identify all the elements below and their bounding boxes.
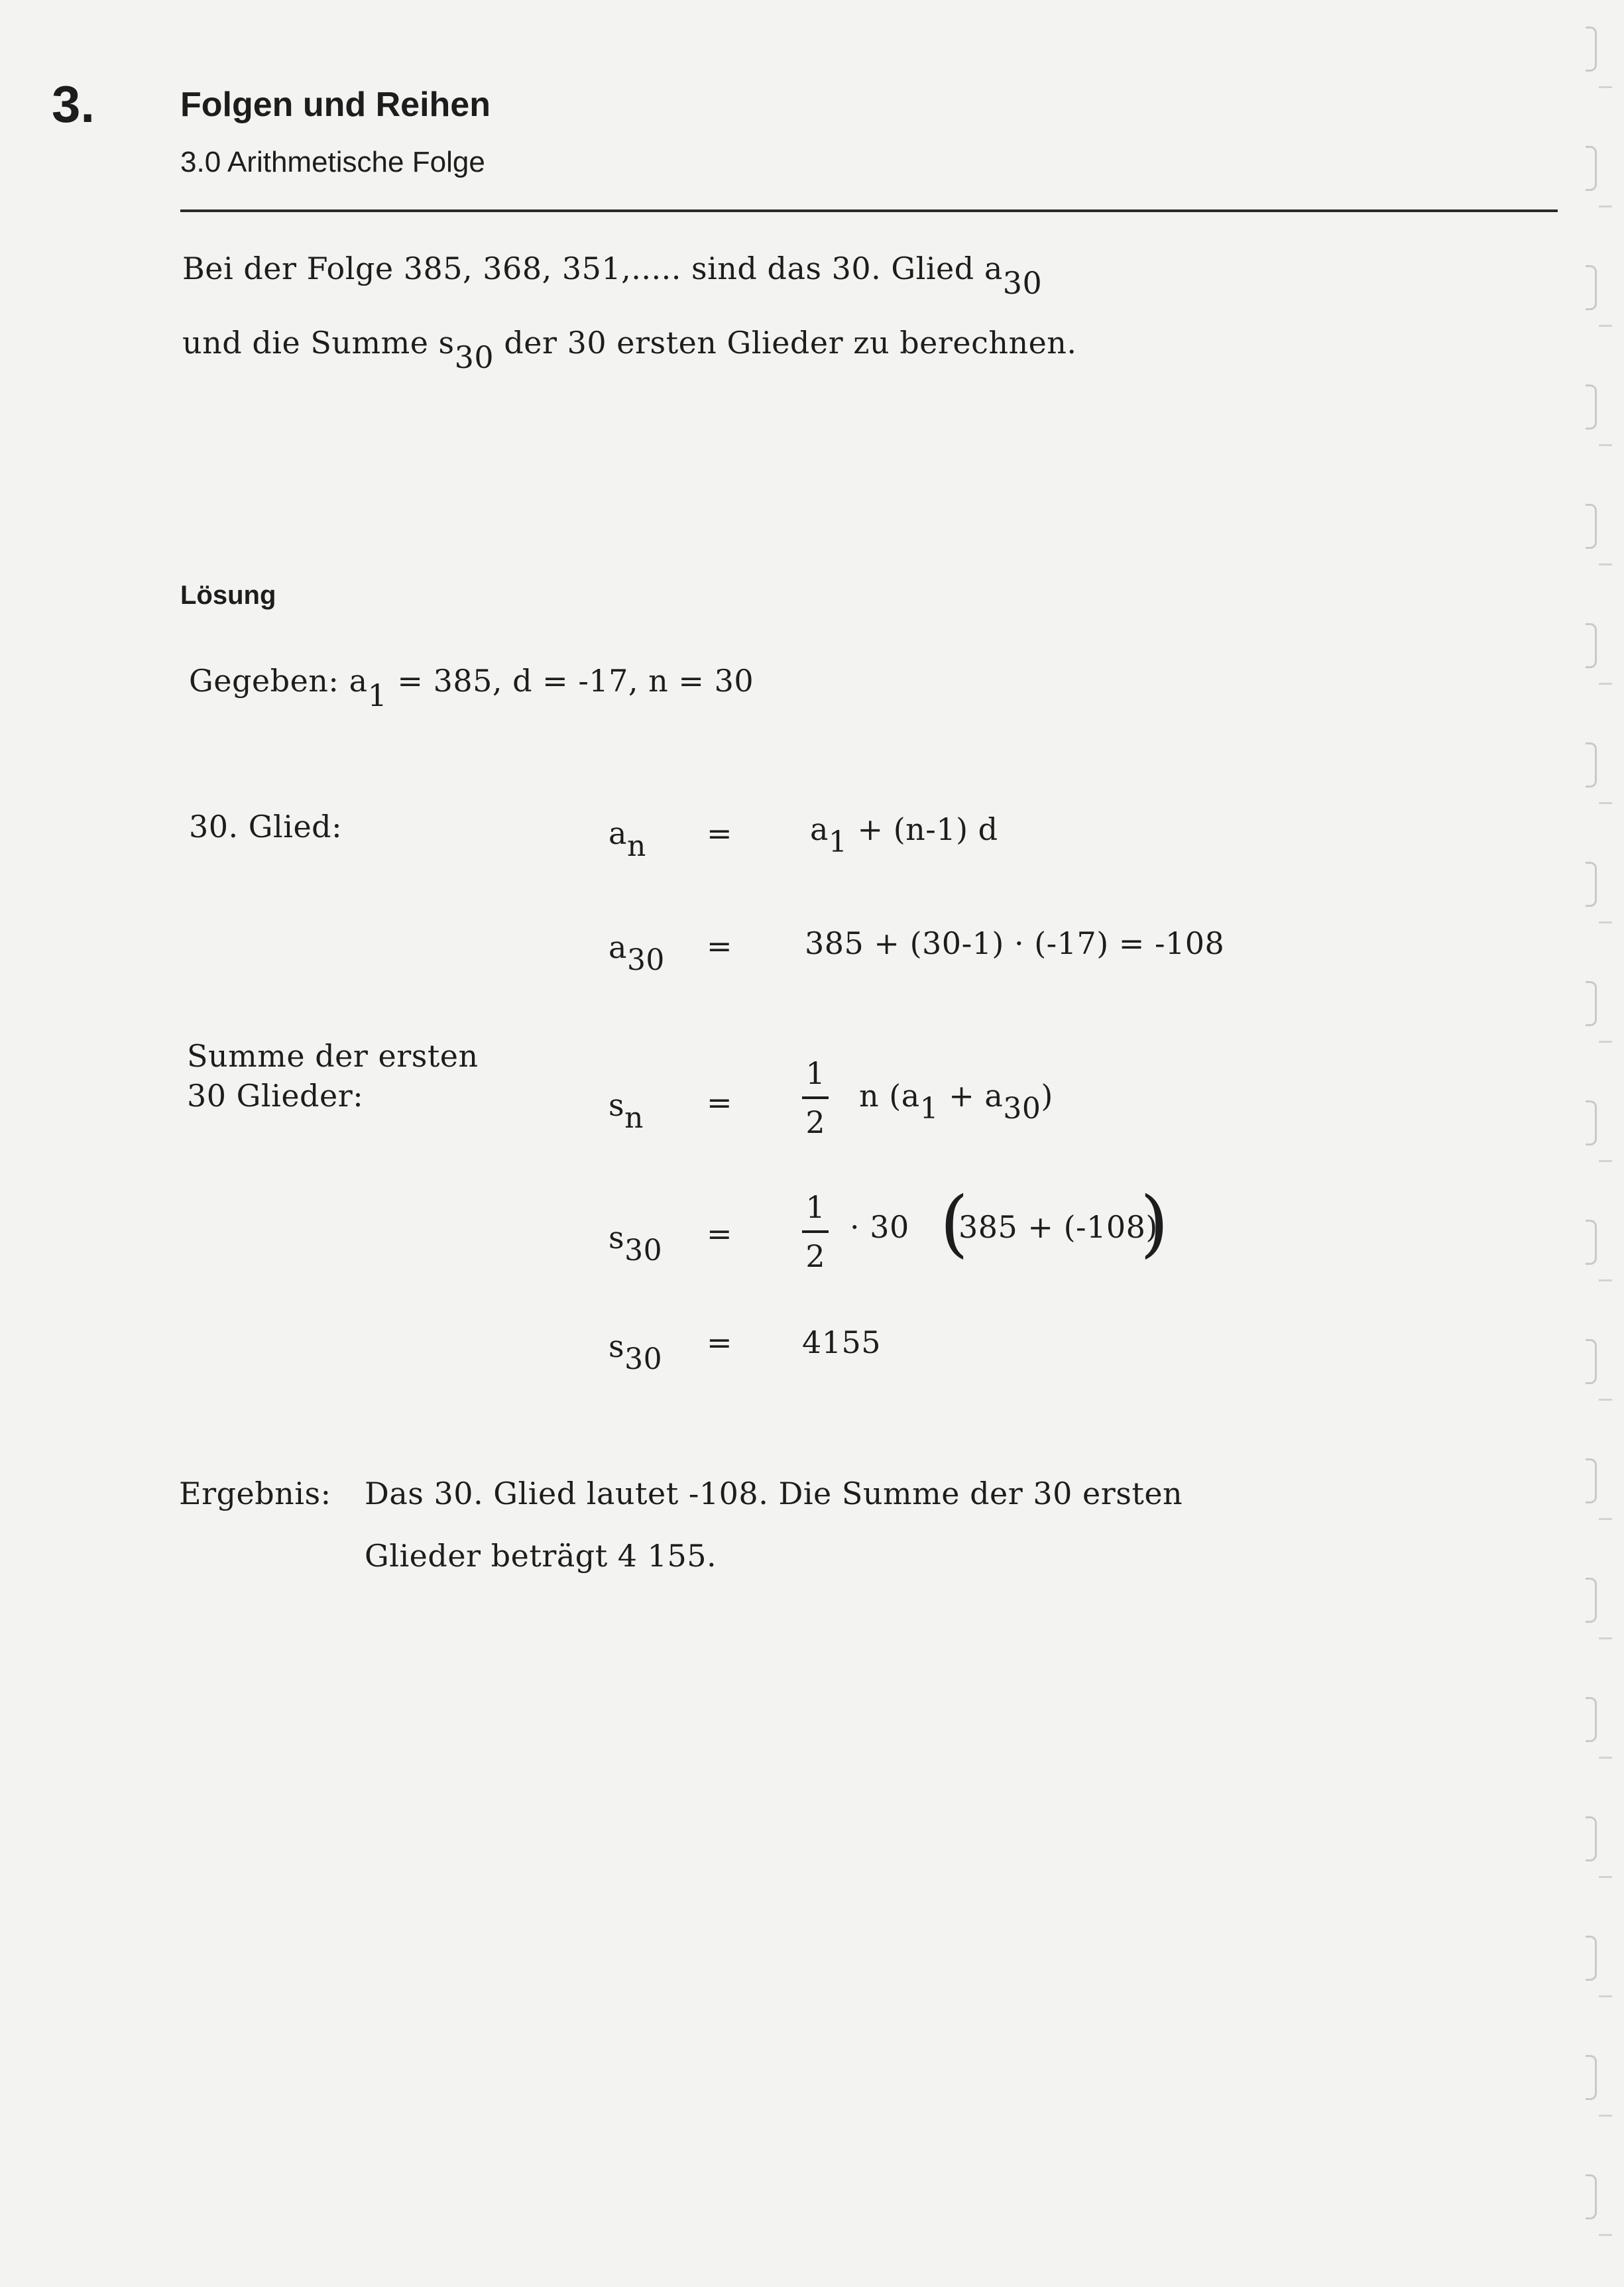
eq4-frac-bar [802,1230,829,1233]
eq2-lhs-var: a [609,929,627,965]
binding-ring-mark [1586,504,1597,549]
eq3-lhs [609,1087,644,1135]
binding-ring-tick [1599,1399,1612,1401]
eq3-rhs-sub1: 1 [919,1092,939,1126]
binding-ring-tick [1599,1637,1612,1639]
binding-ring-mark [1586,742,1597,788]
eq4-equals: = [707,1216,733,1252]
eq4-fraction [801,1189,830,1274]
eq1-lhs-var: a [609,815,627,851]
solution-heading: Lösung [180,581,276,610]
eq2-rhs: 385 + (30-1) · (-17) = -108 [805,925,1225,961]
binding-ring-tick [1599,444,1612,446]
binding-ring-tick [1599,1876,1612,1878]
eq3-frac-den: 2 [805,1104,825,1140]
binding-ring-mark [1586,146,1597,191]
binding-ring-tick [1599,1279,1612,1281]
eq4-frac-den: 2 [805,1238,825,1274]
binding-ring-tick [1599,86,1612,88]
eq3-fraction [801,1055,830,1140]
sum-label-2: 30 Glieder: [187,1078,364,1114]
binding-ring-mark [1586,2055,1597,2100]
eq3-rhs-a: n (a [859,1078,920,1114]
result-line-2: Glieder beträgt 4 155. [365,1538,717,1574]
binding-ring-tick [1599,1518,1612,1520]
binding-ring-mark [1586,981,1597,1026]
eq1-rhs-sub: 1 [828,825,848,859]
binding-ring-tick [1599,325,1612,327]
eq4-frac-num: 1 [805,1189,825,1225]
eq3-lhs-sub: n [624,1101,644,1135]
given-label: Gegeben: [189,663,339,699]
given-rest: = 385, d = -17, n = 30 [387,663,754,699]
eq3-rhs-c: ) [1041,1078,1053,1114]
glied-label: 30. Glied: [189,809,343,845]
eq1-rhs-var: a [810,811,829,847]
header-rule [180,209,1558,212]
problem-line-1-text: Bei der Folge 385, 368, 351,..... sind das 30. Glied a [182,251,1003,286]
eq5-rhs: 4155 [802,1324,882,1360]
eq4-rhs-b: 385 + (-108) [958,1209,1158,1245]
result-line-1: Das 30. Glied lautet -108. Die Summe der 30 ersten [365,1476,1183,1511]
eq3-rhs-sub2: 30 [1003,1092,1041,1126]
eq4-left-paren: ( [940,1181,968,1265]
eq3-rhs-b: + a [939,1078,1004,1114]
problem-line-1 [182,251,1043,301]
given-a: a [349,663,368,699]
eq1-lhs-sub: n [626,829,646,863]
eq5-lhs-var: s [609,1328,625,1364]
binding-ring-tick [1599,683,1612,685]
eq4-lhs-var: s [609,1220,625,1256]
eq4-rhs-a: · 30 [850,1209,909,1245]
given-a-sub: 1 [367,677,388,713]
binding-ring-mark [1586,862,1597,907]
binding-ring-tick [1599,205,1612,207]
problem-line-2 [182,325,1077,375]
binding-ring-mark [1586,265,1597,310]
binding-ring-mark [1586,1578,1597,1623]
binding-ring-mark [1586,384,1597,430]
binding-ring-tick [1599,1160,1612,1162]
eq2-lhs [609,929,665,977]
binding-ring-tick [1599,921,1612,923]
problem-line-1-sub: 30 [1002,265,1043,301]
problem-line-2-b: der 30 ersten Glieder zu berechnen. [494,325,1077,361]
sum-label-1: Summe der ersten [187,1038,479,1074]
eq2-lhs-sub: 30 [626,943,665,977]
eq3-frac-num: 1 [805,1055,825,1091]
eq2-equals: = [707,928,733,964]
chapter-title: Folgen und Reihen [180,86,491,124]
section-title: 3.0 Arithmetische Folge [180,146,485,178]
given-line [189,663,754,713]
binding-ring-tick [1599,2234,1612,2236]
problem-line-2-sub: 30 [454,339,494,375]
binding-ring-tick [1599,1757,1612,1759]
eq3-lhs-var: s [609,1087,625,1123]
binding-ring-tick [1599,2115,1612,2117]
eq1-equals: = [707,815,733,851]
binding-ring-mark [1586,1100,1597,1145]
eq1-rhs-rest: + (n-1) d [847,811,998,847]
problem-line-2-a: und die Summe s [182,325,455,361]
binding-ring-mark [1586,1697,1597,1742]
binding-ring-tick [1599,1041,1612,1043]
chapter-number: 3. [52,75,95,133]
binding-ring-tick [1599,802,1612,804]
eq1-rhs [810,811,998,859]
result-label: Ergebnis: [179,1476,331,1511]
binding-ring-tick [1599,563,1612,565]
binding-ring-mark [1586,1339,1597,1384]
eq5-lhs [609,1328,663,1376]
binding-ring-mark [1586,1220,1597,1265]
binding-ring-mark [1586,1816,1597,1861]
eq5-equals: = [707,1324,733,1360]
eq1-lhs [609,815,646,863]
eq3-rhs [859,1078,1053,1126]
binding-ring-mark [1586,27,1597,72]
eq4-lhs [609,1220,663,1267]
eq3-equals: = [707,1085,733,1120]
eq4-right-paren: ) [1140,1181,1169,1265]
binding-ring-mark [1586,1936,1597,1981]
eq5-lhs-sub: 30 [624,1342,663,1376]
binding-ring-mark [1586,2174,1597,2219]
eq3-frac-bar [802,1096,829,1099]
binding-ring-mark [1586,1458,1597,1503]
binding-ring-mark [1586,623,1597,668]
binding-ring-tick [1599,1995,1612,1997]
eq4-lhs-sub: 30 [624,1234,663,1267]
